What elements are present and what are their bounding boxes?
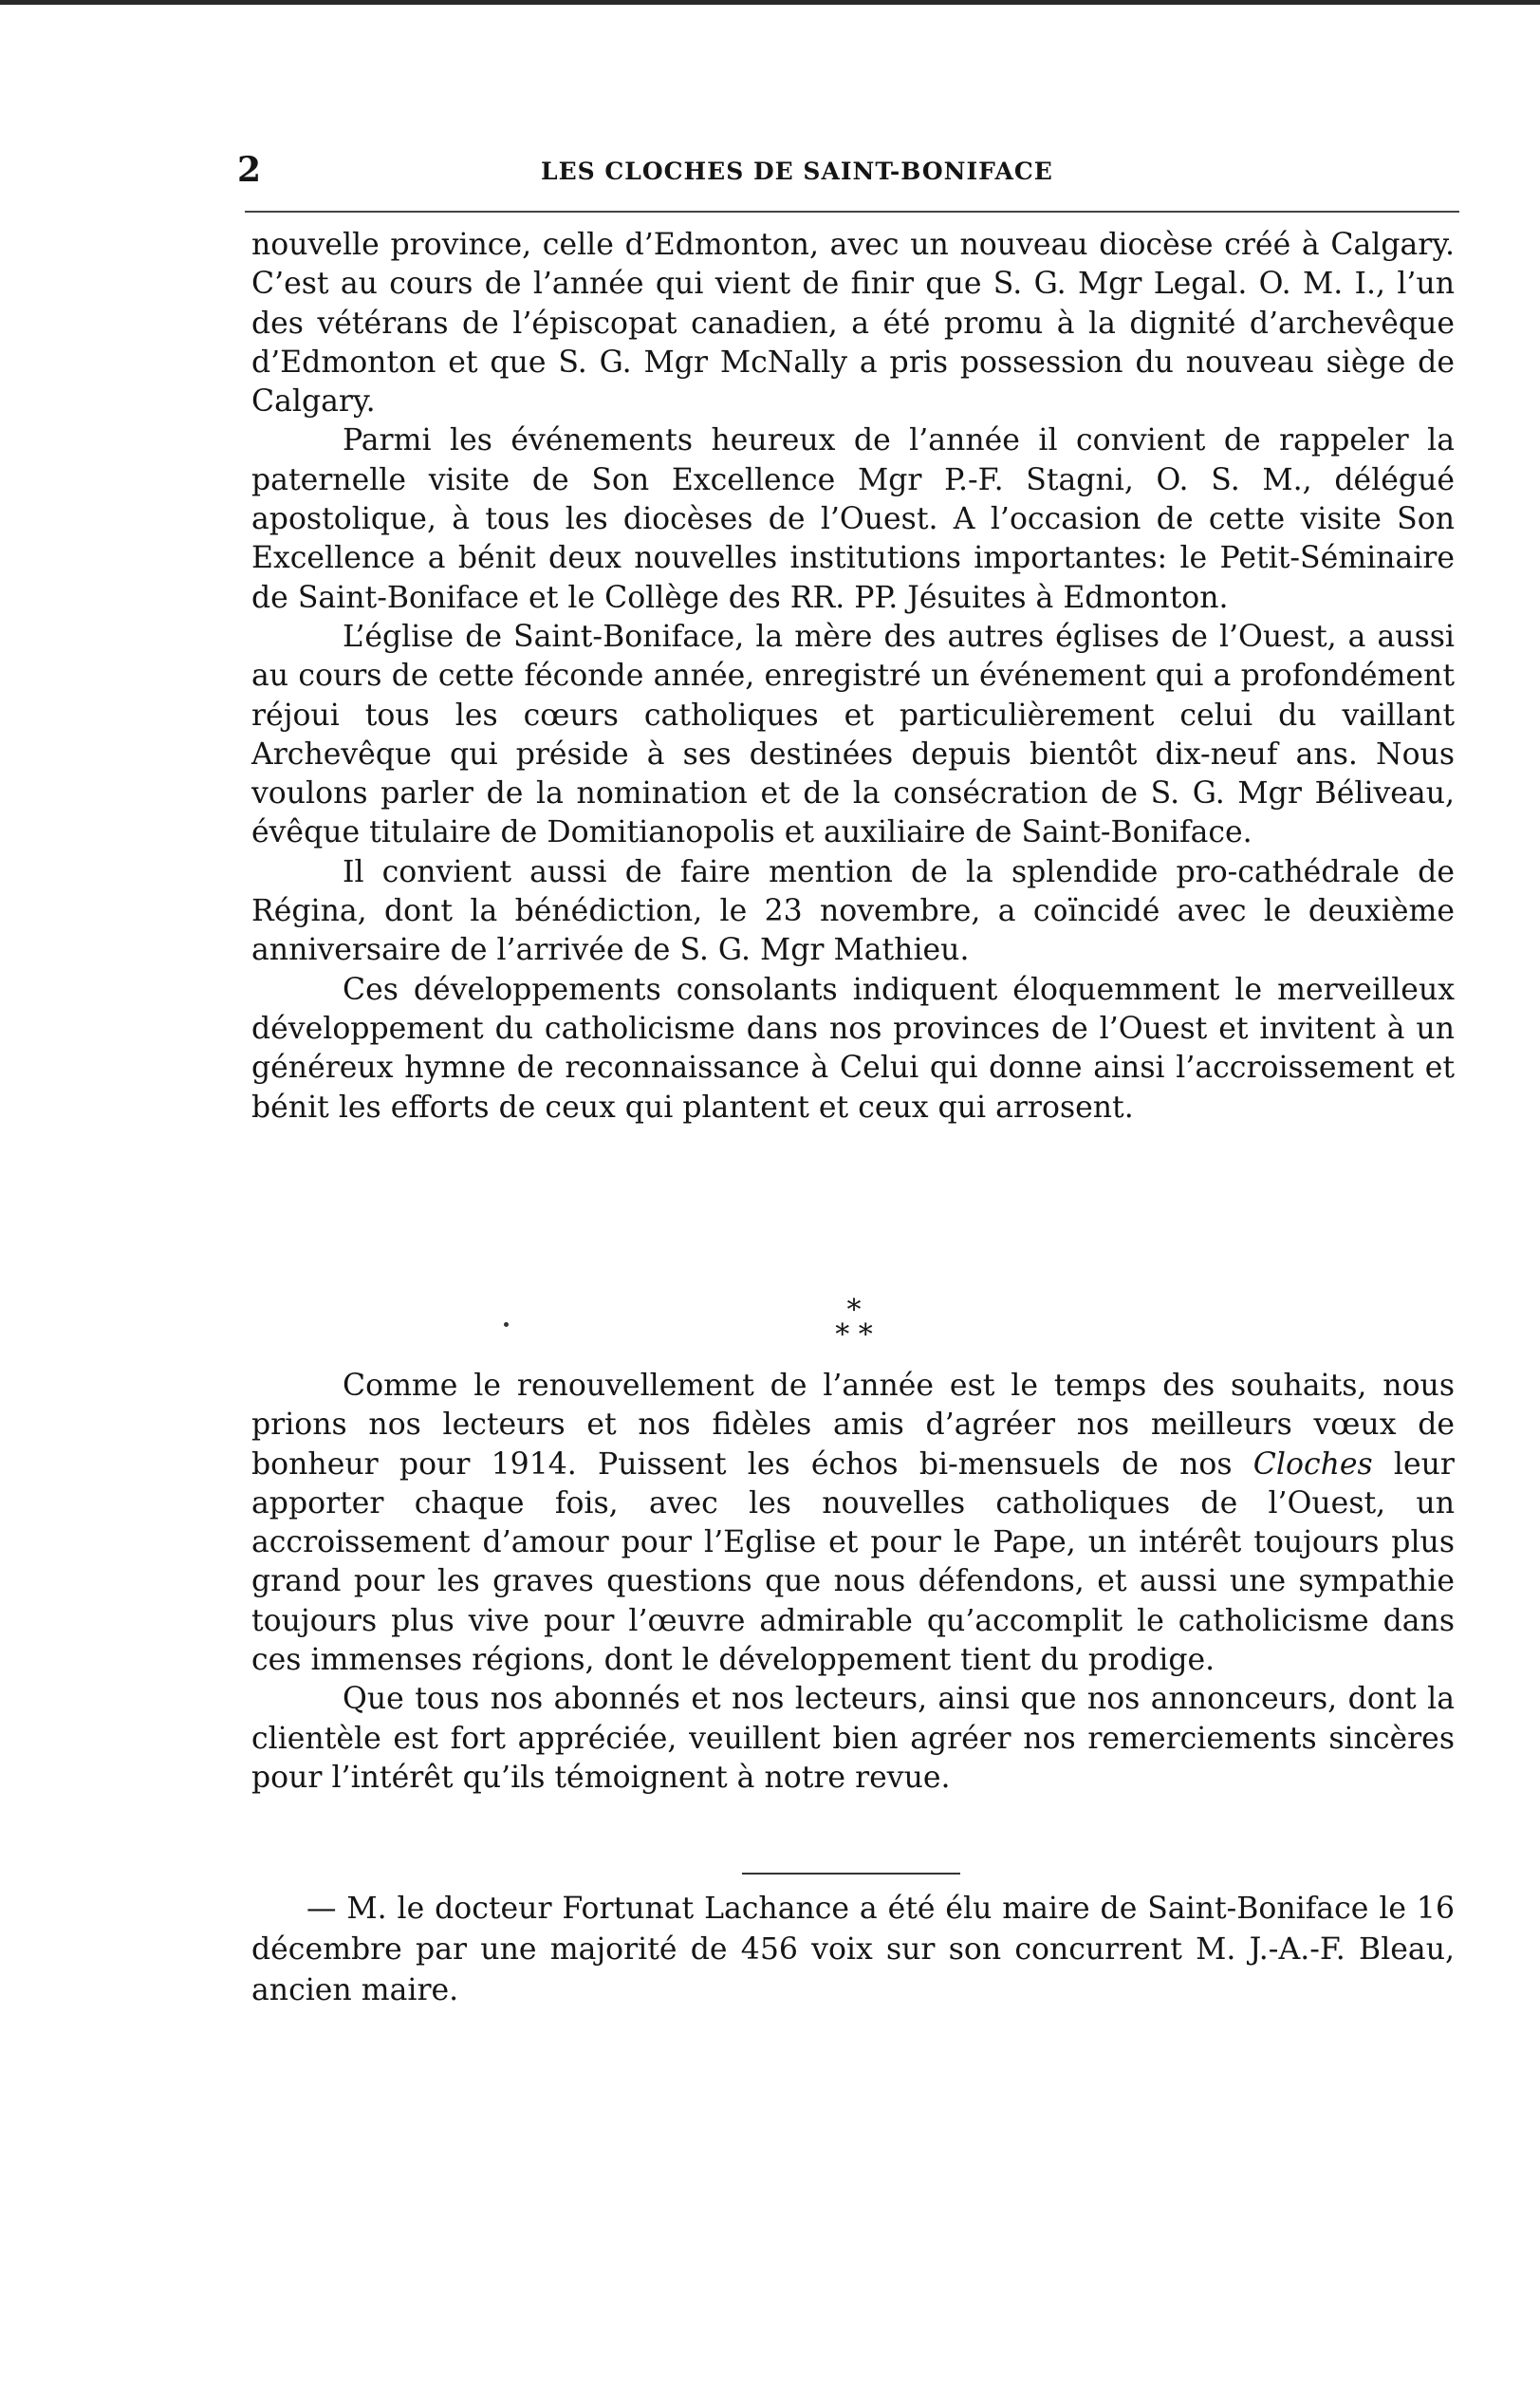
article-body-second [251, 1367, 1455, 1798]
paragraph-6 [251, 1367, 1455, 1680]
paragraph-7: Que tous nos abonnés et nos lecteurs, ainsi que nos annonceurs, dont la clientèle est fort appréciée, veuillent bien agréer nos remerciements sincères pour l’intérêt qu’ils témoignent à notre revue. [251, 1682, 1455, 1795]
asterism-top: * [846, 1294, 862, 1327]
paragraph-1: nouvelle province, celle d’Edmonton, avec un nouveau diocèse créé à Calgary. C’est au cours de l’année qui vient de finir que S. G. Mgr Legal. O. M. I., l’un des vétérans de l’épiscopat canadien, a été promu à la dignité d’archevêque d’Edmonton et que S. G. Mgr McNally a pris possession du nouveau siège de Calgary. [251, 228, 1455, 420]
asterism-bottom: * * [835, 1318, 873, 1352]
running-title: LES CLOCHES DE SAINT-BONIFACE [541, 158, 1053, 185]
header-rule [245, 211, 1459, 213]
paragraph-6-italic-title: Cloches [1252, 1446, 1373, 1482]
stray-dot [504, 1322, 509, 1327]
paragraph-6-end: leur apporter chaque fois, avec les nouvelles catholiques de l’Ouest, un accroissement d’amour pour l’Eglise et pour le Pape, un intérêt toujours plus grand pour les graves questions que nous défendons, et aussi une sympathie toujours plus vive pour l’œuvre admirable qu’accomplit le catholicisme dans ces immenses régions, dont le développement tient du prodige. [251, 1446, 1455, 1678]
paragraph-6-start: Comme le renouvellement de l’année est le temps des souhaits, nous prions nos lecteurs et nos fidèles amis d’agréer nos meilleurs vœux de bonheur pour 1914. Puissent les échos bi-mensuels de nos [251, 1369, 1455, 1482]
paragraph-3: L’église de Saint-Boniface, la mère des autres églises de l’Ouest, a aussi au cours de cette féconde année, enregistré un événement qui a profondément réjoui tous les cœurs catholiques et particulièrement celui du vaillant Archevêque qui préside à ses destinées depuis bientôt dix-neuf ans. Nous voulons parler de la nomination et de la consécration de S. G. Mgr Béliveau, évêque titulaire de Domitianopolis et auxiliaire de Saint-Boniface. [251, 619, 1455, 850]
scan-top-edge [0, 0, 1540, 5]
paragraph-2: Parmi les événements heureux de l’année il convient de rappeler la paternelle visite de Son Excellence Mgr P.-F. Stagni, O. S. M., délégué apostolique, à tous les diocèses de l’Ouest. A l’occasion de cette visite Son Excellence a bénit deux nouvelles institutions importantes: le Petit-Séminaire de Saint-Boniface et le Collège des RR. PP. Jésuites à Edmonton. [251, 423, 1455, 615]
asterism-separator [826, 1294, 882, 1352]
paragraph-4: Il convient aussi de faire mention de la splendide pro-cathédrale de Régina, dont la bénédiction, le 23 novembre, a coïncidé avec le deuxième anniversaire de l’arrivée de S. G. Mgr Mathieu. [251, 854, 1455, 968]
article-body [251, 226, 1455, 1128]
paragraph-5: Ces développements consolants indiquent éloquemment le merveilleux développement du catholicisme dans nos provinces de l’Ouest et invitent à un généreux hymne de reconnaissance à Celui qui donne ainsi l’accroissement et bénit les efforts de ceux qui plantent et ceux qui arrosent. [251, 972, 1455, 1125]
section-rule [742, 1873, 960, 1875]
news-note: — M. le docteur Fortunat Lachance a été élu maire de Saint-Boniface le 16 décembre par une majorité de 456 voix sur son concurrent M. J.-A.-F. Bleau, ancien maire. [251, 1892, 1455, 2007]
page-number: 2 [237, 150, 262, 190]
